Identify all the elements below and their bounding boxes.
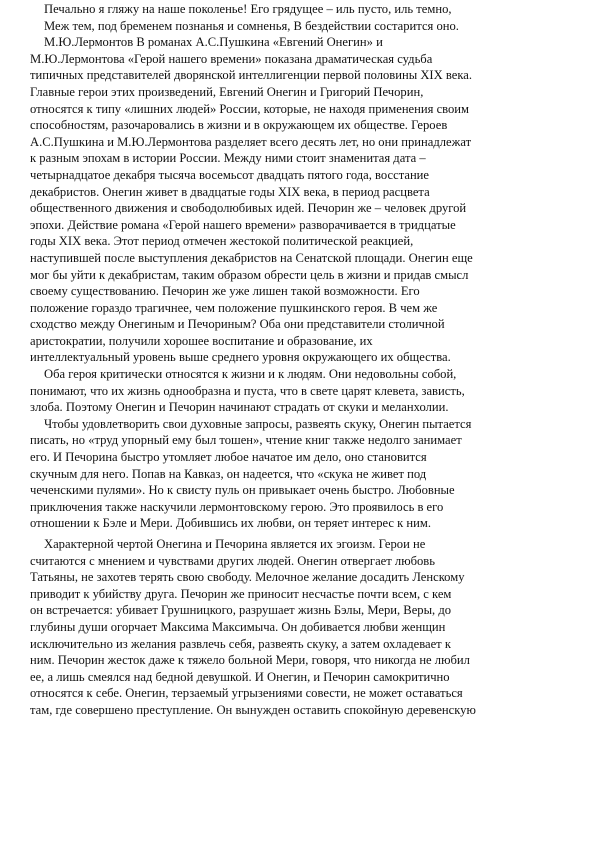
text-line: понимают, что их жизнь однообразна и пуста, что в свете царят клевета, зависть, — [30, 383, 465, 398]
text-line: аристократии, получили хорошее воспитание и образование, их — [30, 333, 373, 348]
text-line: годы XIX века. Этот период отмечен жестокой политической реакцией, — [30, 234, 414, 249]
text-line: отношении к Бэле и Мери. Добившись их любви, он теряет интерес к ним. — [30, 516, 432, 531]
text-line: считаются с мнением и чувствами других людей. Онегин отвергает любовь — [30, 553, 435, 568]
text-line: он встречается: убивает Грушницкого, разрушает жизнь Бэлы, Мери, Веры, до — [30, 603, 452, 618]
text-line: Чтобы удовлетворить свои духовные запросы, развеять скуку, Онегин пытается — [44, 416, 472, 431]
text-line: М.Ю.Лермонтова «Герой нашего времени» показана драматическая судьба — [30, 51, 433, 66]
text-line: Оба героя критически относятся к жизни и к людям. Они недовольны собой, — [44, 367, 457, 382]
text-line: Главные герои этих произведений, Евгений Онегин и Григорий Печорин, — [30, 84, 424, 99]
text-line: Татьяны, не захотев терять свою свободу. Мелочное желание досадить Ленскому — [30, 570, 465, 585]
text-line: относятся к типу «лишних людей» России, которые, не находя применения своим — [30, 101, 470, 116]
text-line: мог бы уйти к декабристам, таким образом обрести цель в жизни и придав смысл — [30, 267, 469, 282]
text-line: М.Ю.Лермонтов В романах А.С.Пушкина «Евгений Онегин» и — [44, 35, 383, 50]
text-line: глубины души огорчает Максима Максимыча. Он добивается любви женщин — [30, 619, 446, 634]
text-line: сходство между Онегиным и Печориным? Оба они представители столичной — [30, 317, 445, 332]
text-line: способностям, разочаровались в жизни и в окружающем их обществе. Героев — [30, 118, 448, 133]
text-line: типичных представителей дворянской интеллигенции первой половины XIX века. — [30, 68, 472, 83]
text-line: положение гораздо трагичнее, чем положение пушкинского героя. В чем же — [30, 300, 438, 315]
text-line: приключения также наскучили лермонтовскому герою. Это проявилось в его — [30, 499, 444, 514]
text-line: Печально я гляжу на наше поколенье! Его грядущее – иль пусто, иль темно, — [44, 2, 452, 16]
essay-text — [30, 1, 575, 719]
text-line: приводит к убийству друга. Печорин же приносит несчастье почти всем, с кем — [30, 586, 452, 601]
text-line: ее, а лишь смеялся над бедной девушкой. И Онегин, и Печорин самокритично — [30, 669, 450, 684]
text-line: писать, но «труд упорный ему был тошен», чтение книг также недолго занимает — [30, 433, 462, 448]
text-line: скучным для него. Попав на Кавказ, он надеется, что «скука не живет под — [30, 466, 427, 481]
text-line: наступившей после выступления декабристов на Сенатской площади. Онегин еще — [30, 250, 473, 265]
text-line: злоба. Поэтому Онегин и Печорин начинают страдать от скуки и меланхолии. — [30, 400, 449, 415]
text-line: к разным эпохам в истории России. Между ними стоит знаменитая дата – — [30, 151, 426, 166]
text-line: эпохи. Действие романа «Герой нашего времени» разворачивается в тридцатые — [30, 217, 456, 232]
text-line: относятся к себе. Онегин, терзаемый угрызениями совести, не может оставаться — [30, 686, 463, 701]
text-line: четырнадцатое декабря тысяча восемьсот двадцать пятого года, восстание — [30, 167, 430, 182]
text-line: Характерной чертой Онегина и Печорина является их эгоизм. Герои не — [44, 537, 426, 551]
text-line: декабристов. Онегин живет в двадцатые годы XIX века, в период расцвета — [30, 184, 430, 199]
text-line: А.С.Пушкина и М.Ю.Лермонтова разделяет всего десять лет, но они принадлежат — [30, 134, 472, 149]
text-line: исключительно из желания развлечь себя, развеять скуку, а затем охладевает к — [30, 636, 451, 651]
text-line: Меж тем, под бременем познанья и сомненья, В бездействии состарится оно. — [44, 18, 459, 33]
text-line: интеллектуальный уровень выше среднего уровня окружающего их общества. — [30, 350, 451, 365]
text-line: своему существованию. Печорин же уже лишен такой возможности. Его — [30, 284, 420, 299]
text-line: чеченскими пулями». Но к свисту пуль он привыкает очень быстро. Любовные — [30, 483, 455, 498]
text-line: общественного движения и свободолюбивых идей. Печорин же – человек другой — [30, 201, 467, 216]
text-line: его. И Печорина быстро утомляет любое начатое им дело, оно становится — [30, 450, 427, 465]
text-line: там, где совершено преступление. Он вынужден оставить спокойную деревенскую — [30, 702, 476, 717]
text-line: ним. Печорин жесток даже к тяжело больной Мери, говоря, что никогда не любил — [30, 653, 470, 668]
